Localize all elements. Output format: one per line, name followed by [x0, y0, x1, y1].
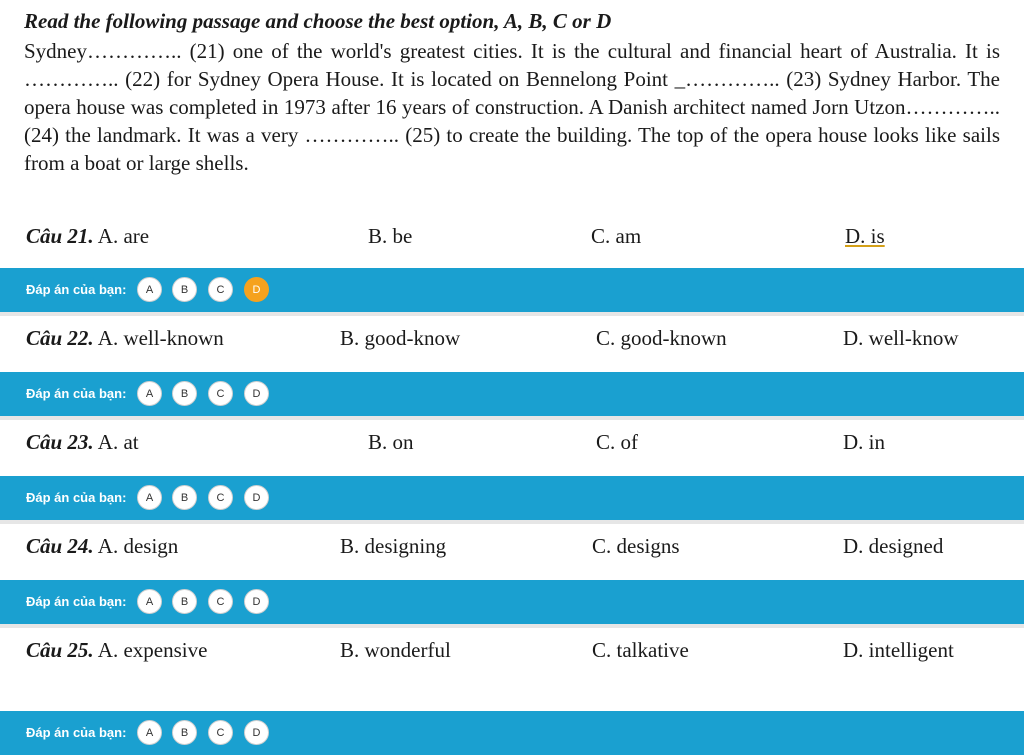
- answer-bar-21: [0, 268, 1024, 312]
- answer-label: Đáp án của bạn:: [26, 282, 127, 297]
- option-c: C. of: [596, 430, 638, 454]
- answer-label: Đáp án của bạn:: [26, 594, 127, 609]
- answer-choice-a[interactable]: A: [137, 485, 162, 510]
- option-d: D. well-know: [843, 326, 959, 350]
- option-a: A. are: [97, 224, 150, 248]
- question-number: Câu 22.: [26, 326, 94, 350]
- option-d: D. designed: [843, 534, 944, 558]
- option-c: C. talkative: [592, 638, 689, 662]
- option-b: B. designing: [340, 534, 447, 558]
- question-number: Câu 24.: [26, 534, 94, 558]
- answer-label: Đáp án của bạn:: [26, 725, 127, 740]
- instructions-heading: Read the following passage and choose the best option, A, B, C or D: [24, 9, 612, 33]
- question-number: Câu 23.: [26, 430, 94, 454]
- answer-choice-d[interactable]: D: [244, 381, 269, 406]
- option-d: D. is: [845, 224, 885, 248]
- answer-choice-c[interactable]: C: [208, 485, 233, 510]
- answer-choice-b[interactable]: B: [172, 720, 197, 745]
- option-b: B. good-know: [340, 326, 461, 350]
- reading-passage: Sydney………….. (21) one of the world's greatest cities. It is the cultural and financial heart of Australia. It is ………….. (22) for Sydney Opera House. It is located on Bennelong Point _………….. (23) Sydney Harbor. The opera house was completed in 1973 after 16 years of construction. A Danish architect named Jorn Utzon………….. (24) the landmark. It was a very ………….. (25) to create the building. The top of the opera house looks like sails from a boat or large shells.: [24, 39, 1000, 175]
- option-c: C. good-known: [596, 326, 727, 350]
- option-c: C. designs: [592, 534, 680, 558]
- answer-label: Đáp án của bạn:: [26, 386, 127, 401]
- option-b: B. wonderful: [340, 638, 451, 662]
- question-23-row: [0, 420, 1024, 464]
- option-b: B. on: [368, 430, 414, 454]
- answer-choice-c[interactable]: C: [208, 589, 233, 614]
- question-25-row: [0, 628, 1024, 672]
- answer-label: Đáp án của bạn:: [26, 490, 127, 505]
- question-number: Câu 21.: [26, 224, 94, 248]
- answer-bar-22: [0, 372, 1024, 416]
- answer-choice-c[interactable]: C: [208, 381, 233, 406]
- answer-choice-a[interactable]: A: [137, 720, 162, 745]
- question-22-row: [0, 316, 1024, 360]
- answer-choice-d[interactable]: D: [244, 485, 269, 510]
- answer-choice-d[interactable]: D: [244, 720, 269, 745]
- option-a: A. design: [97, 534, 179, 558]
- answer-choice-a[interactable]: A: [137, 589, 162, 614]
- answer-choice-d[interactable]: D: [244, 589, 269, 614]
- answer-choice-a[interactable]: A: [137, 381, 162, 406]
- answer-choice-d[interactable]: D: [244, 277, 269, 302]
- question-number: Câu 25.: [26, 638, 94, 662]
- option-d: D. in: [843, 430, 885, 454]
- option-c: C. am: [591, 224, 642, 248]
- option-d: D. intelligent: [843, 638, 954, 662]
- question-21-row: [0, 214, 1024, 258]
- question-24-row: [0, 524, 1024, 568]
- answer-bar-25: [0, 711, 1024, 755]
- option-a: A. at: [97, 430, 139, 454]
- option-a: A. expensive: [97, 638, 208, 662]
- answer-bar-23: [0, 476, 1024, 520]
- answer-choice-b[interactable]: B: [172, 589, 197, 614]
- option-b: B. be: [368, 224, 413, 248]
- option-a: A. well-known: [97, 326, 224, 350]
- answer-choice-c[interactable]: C: [208, 277, 233, 302]
- answer-choice-b[interactable]: B: [172, 381, 197, 406]
- answer-choice-b[interactable]: B: [172, 485, 197, 510]
- answer-choice-b[interactable]: B: [172, 277, 197, 302]
- answer-choice-c[interactable]: C: [208, 720, 233, 745]
- answer-choice-a[interactable]: A: [137, 277, 162, 302]
- answer-bar-24: [0, 580, 1024, 624]
